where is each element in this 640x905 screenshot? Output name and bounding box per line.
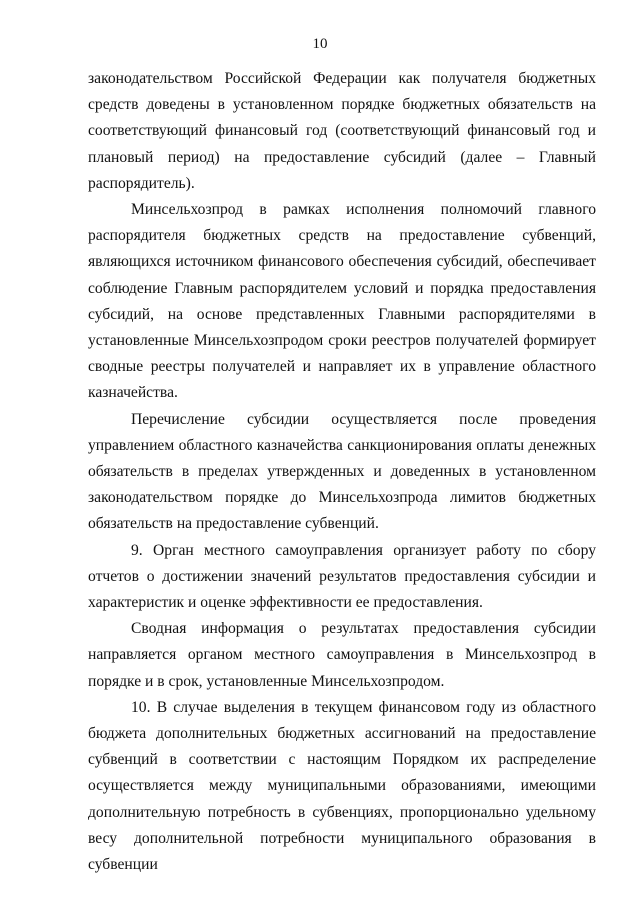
document-body <box>88 66 596 878</box>
paragraph-subsidy-transfer: Перечисление субсидии осуществляется после проведения управлением областного казначейства санкционирования оплаты денежных обязательств в пределах утвержденных и доведенных в установленном законодательством порядке до Минсельхозпрода лимитов бюджетных обязательств на предоставление субвенций. <box>88 410 596 533</box>
paragraph-continuation: законодательством Российской Федерации как получателя бюджетных средств доведены в установленном порядке бюджетных обязательств на соответствующий финансовый год (соответствующий финансовый год и плановый период) на предоставление субсидий (далее – Главный распорядитель). <box>88 70 596 192</box>
paragraph-item-9: 9. Орган местного самоуправления организует работу по сбору отчетов о достижении значений результатов предоставления субсидии и характеристик и оценке эффективности ее предоставления. <box>88 541 596 612</box>
paragraph-minselkhozprod-duties: Минсельхозпрод в рамках исполнения полномочий главного распорядителя бюджетных средств на предоставление субвенций, являющихся источником финансового обеспечения субсидий, обеспечивает соблюдение Главным распорядителем условий и порядка предоставления субсидий, на основе представленных Главными распорядителями в установленные Минсельхозпродом сроки реестров получателей формирует сводные реестры получателей и направляет их в управление областного казначейства. <box>88 201 596 402</box>
paragraph-summary-info: Сводная информация о результатах предоставления субсидии направляется органом местного самоуправления в Минсельхозпрод в порядке и в срок, установленные Минсельхозпродом. <box>88 620 596 690</box>
paragraph-item-10: 10. В случае выделения в текущем финансовом году из областного бюджета дополнительных бюджетных ассигнований на предоставление субвенций в соответствии с настоящим Порядком их распределение осуществляется между муниципальными образованиями, имеющими дополнительную потребность в субвенциях, пропорционально удельному весу дополнительной потребности муниципального образования в субвенции <box>88 698 596 874</box>
page-number: 10 <box>312 36 328 52</box>
